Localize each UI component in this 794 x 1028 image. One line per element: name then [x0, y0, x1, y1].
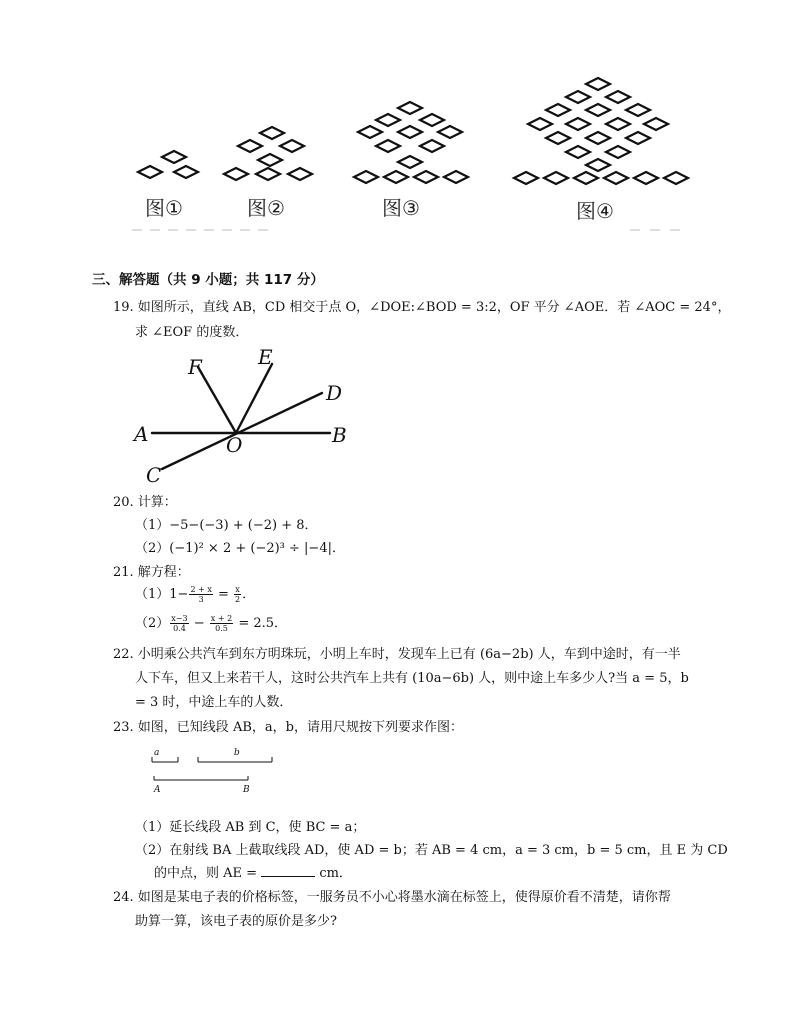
q19-label-D: D — [326, 381, 343, 405]
q23-label-A: A — [154, 785, 161, 795]
q22-line1: 22. 小明乘公共汽车到东方明珠玩，小明上车时，发现车上已有 (6a−2b) 人，车到中途时，有一半 — [113, 647, 681, 662]
q21-item2-frac1: $\frac{x-3}{0.4}$ — [171, 614, 188, 633]
pattern-figure-3 — [354, 102, 468, 183]
q23-item2-line2: 的中点，则 AE = cm． — [154, 866, 352, 881]
pattern-figure-2 — [224, 127, 312, 180]
q22-line3: = 3 时，中途上车的人数． — [135, 695, 293, 710]
q21-item1-prefix: （1）1− — [135, 587, 189, 602]
q23-line1: 23. 如图，已知线段 AB，a，b，请用尺规按下列要求作图： — [113, 720, 463, 735]
figure-caption-4: 图④ — [576, 199, 614, 223]
q23-label-b: b — [234, 748, 240, 758]
q19-label-E: E — [258, 345, 273, 369]
q20-title: 20. 计算： — [113, 495, 177, 510]
q20-item2: （2）(−1)² × 2 + (−2)³ ÷ |−4|． — [135, 541, 345, 556]
q21-item1-frac2: $\frac{x}{2}$ — [235, 585, 241, 604]
q19-label-F: F — [188, 355, 202, 379]
q24-line1: 24. 如图是某电子表的价格标签，一服务员不小心将墨水滴在标签上，使得原价看不清楚，请你帮 — [113, 890, 671, 905]
q21-item2-frac2: $\frac{x + 2}{0.5}$ — [210, 614, 233, 633]
q21-item2-prefix: （2） — [135, 616, 170, 631]
section-title: 三、解答题（共 9 小题；共 117 分） — [92, 272, 324, 288]
q21-title: 21. 解方程： — [113, 565, 190, 580]
q19-label-O: O — [226, 433, 243, 457]
q19-label-B: B — [332, 423, 347, 447]
q20-item1: （1）−5−(−3) + (−2) + 8． — [135, 518, 318, 533]
q21-item1-frac1: $\frac{2 + x}{3}$ — [190, 585, 212, 604]
q23-label-B: B — [243, 785, 250, 795]
q23-answer-blank[interactable] — [261, 864, 315, 877]
q21-item1: （1）1− $\frac{2 + x}{3}$ = $\frac{x}{2}$ ． — [135, 585, 256, 604]
q22-line2: 人下车，但又上来若干人，这时公共汽车上共有 (10a−6b) 人，则中途上车多少人?当 a = 5，b — [135, 671, 689, 686]
q19-angle-figure — [130, 344, 360, 489]
q19-label-C: C — [146, 463, 162, 487]
q23-label-a: a — [154, 748, 160, 758]
figure-caption-1: 图① — [145, 196, 183, 220]
q23-segment-figure — [148, 742, 278, 798]
pattern-figure-4 — [514, 78, 688, 184]
q23-item1: （1）延长线段 AB 到 C，使 BC = a； — [135, 820, 366, 835]
q19-label-A: A — [134, 422, 149, 446]
q24-line2: 助算一算，该电子表的原价是多少? — [135, 914, 337, 929]
q21-item2: （2） $\frac{x-3}{0.4}$ − $\frac{x + 2}{0.5}$ = 2.5． — [135, 614, 288, 633]
pattern-figure-1 — [138, 151, 198, 178]
q19-line2: 求 ∠EOF 的度数． — [135, 325, 249, 340]
q19-line1: 19. 如图所示，直线 AB，CD 相交于点 O，∠DOE:∠BOD = 3:2，OF 平分 ∠AOE．若 ∠AOC = 24°， — [113, 300, 731, 315]
q23-item2-line1: （2）在射线 BA 上截取线段 AD，使 AD = b；若 AB = 4 cm，a = 3 cm，b = 5 cm，且 E 为 CD — [135, 843, 728, 858]
figure-caption-3: 图③ — [382, 196, 420, 220]
figure-caption-2: 图② — [247, 196, 285, 220]
